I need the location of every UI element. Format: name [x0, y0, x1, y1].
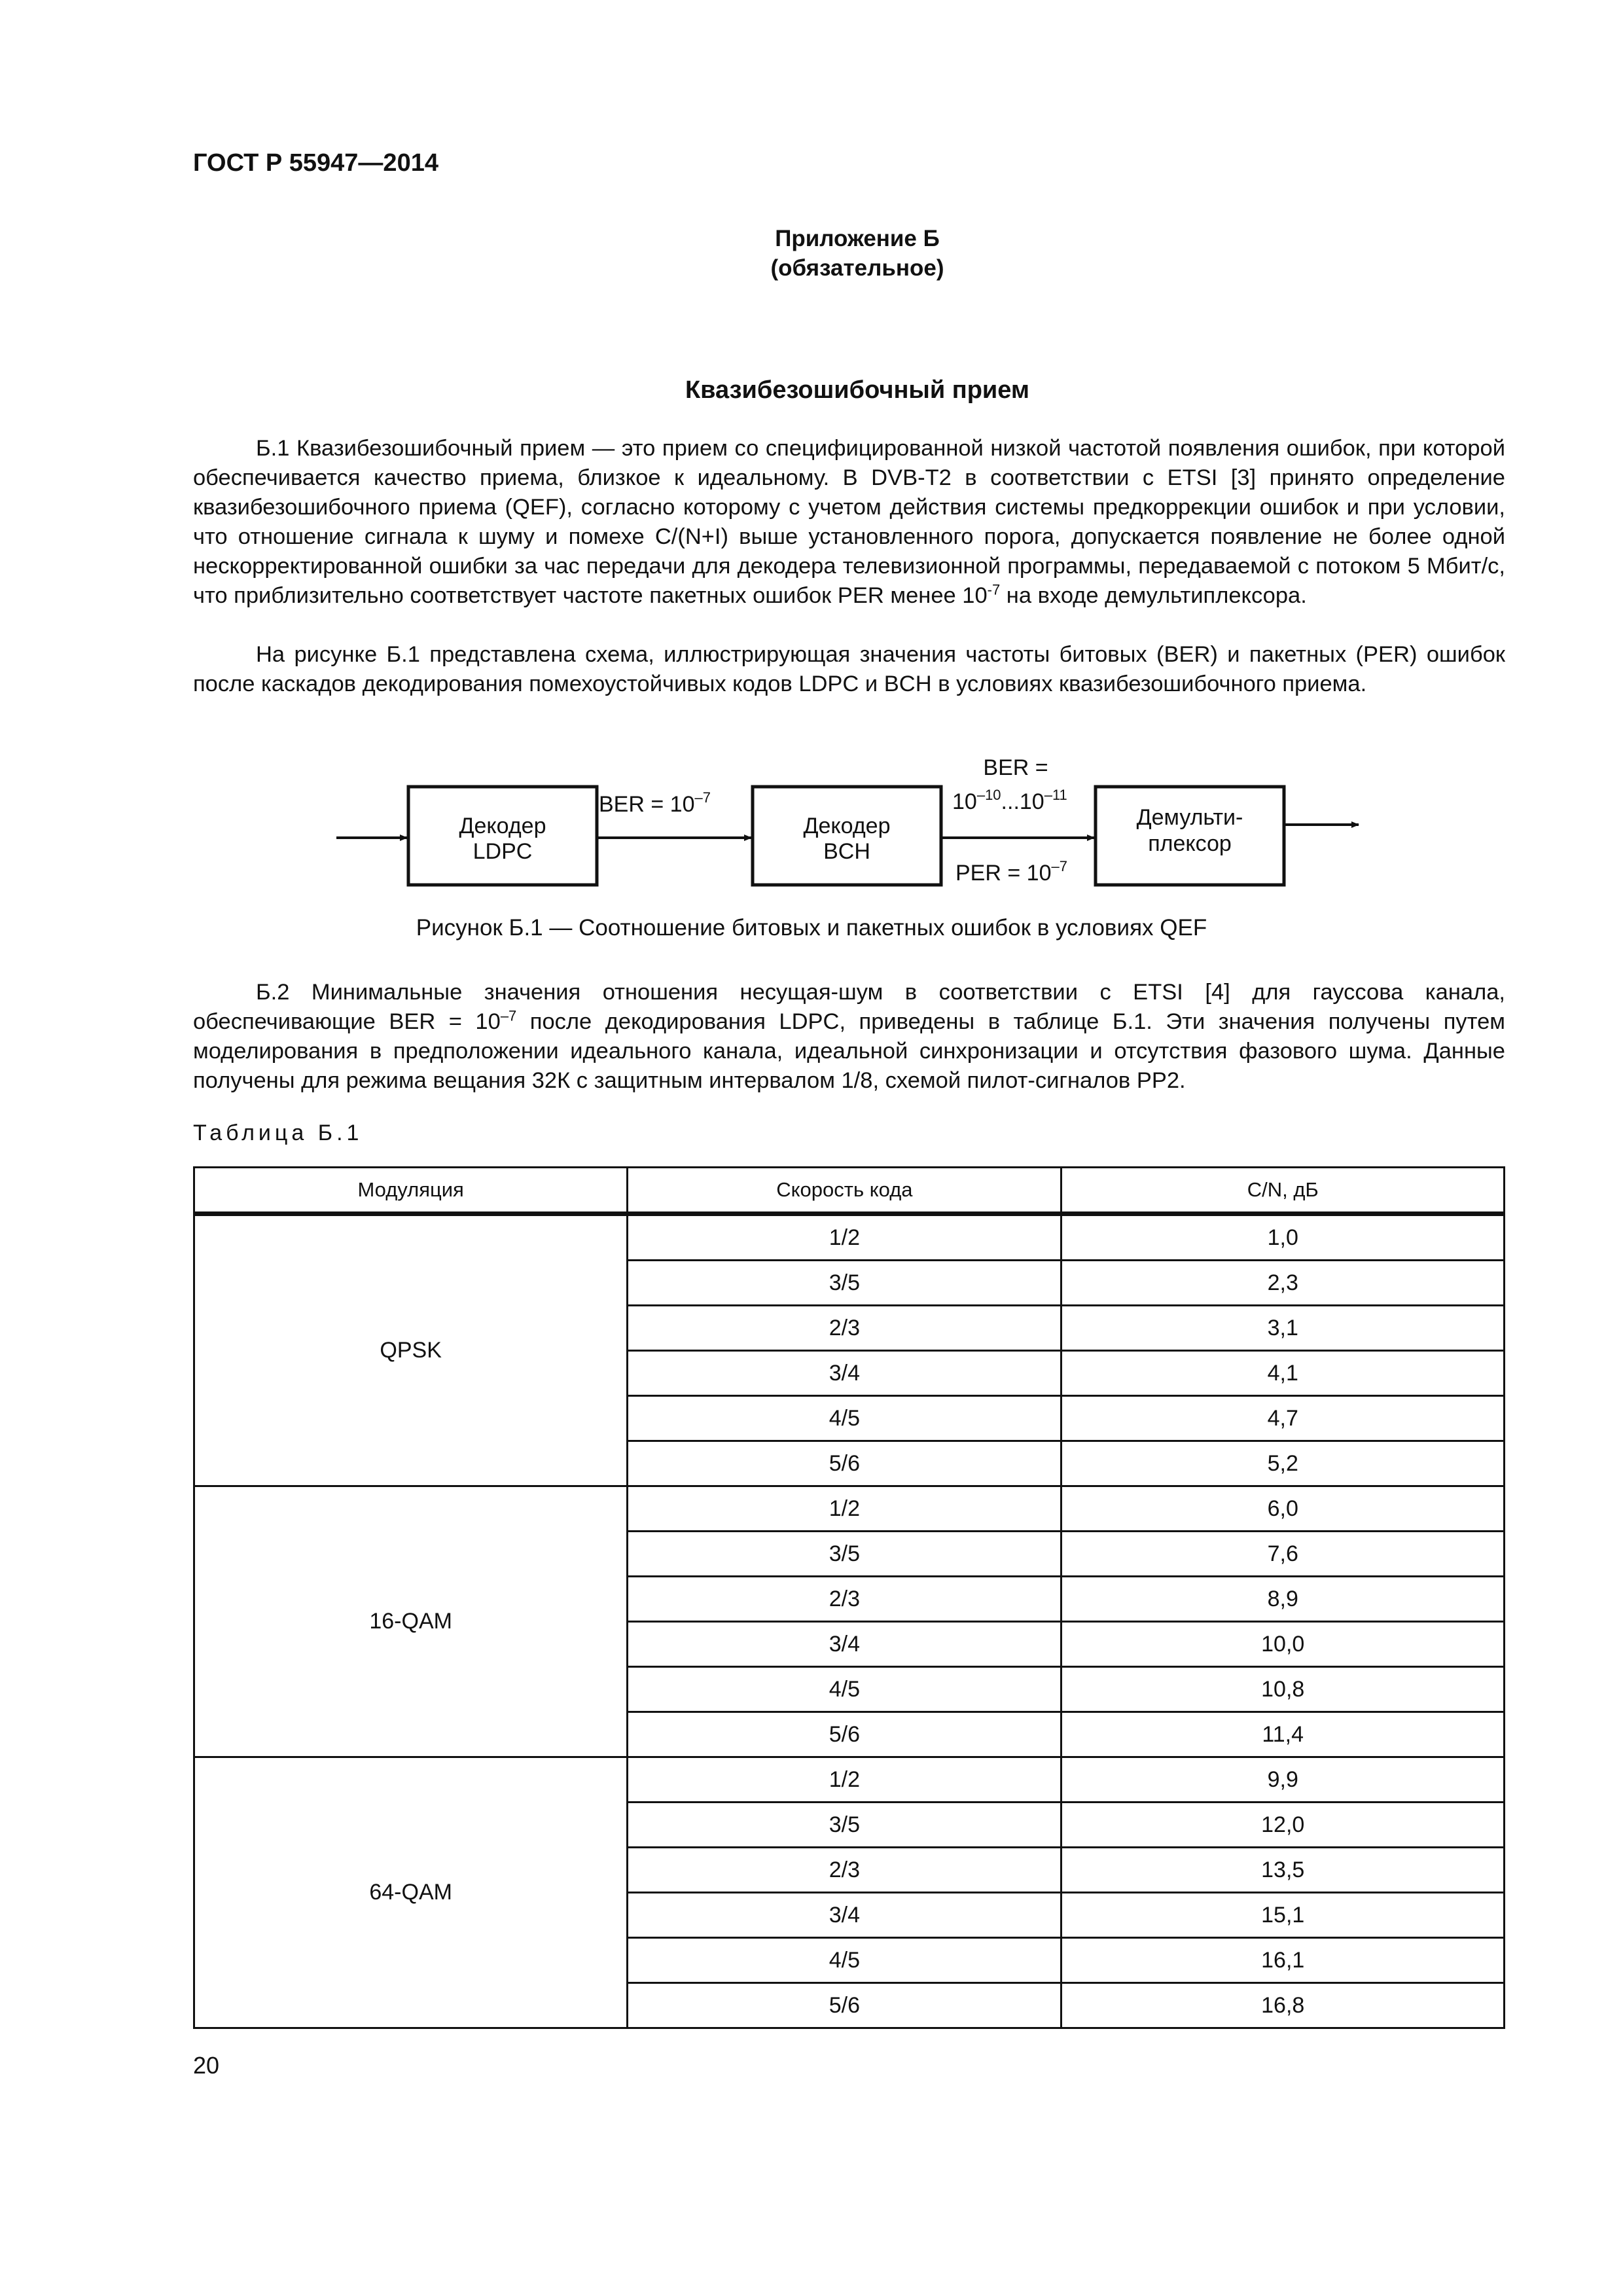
ber-after-ldpc-label: [599, 789, 711, 817]
modulation-cell: 64-QAM: [194, 1757, 628, 2028]
code-rate-cell: 4/5: [628, 1938, 1061, 1983]
paragraph-b2: [193, 978, 1505, 1096]
cn-cell: 13,5: [1061, 1848, 1505, 1893]
per-after-bch-label: [955, 858, 1067, 886]
cn-cell: 10,8: [1061, 1667, 1505, 1712]
modulation-cell: QPSK: [194, 1214, 628, 1486]
per-after-bch-base: PER = 10: [955, 861, 1052, 886]
paragraph-b2-text: Б.2 Минимальные значения отношения несущая-шум в соответствии с ETSI [4] для гауссова канала, обеспечивающие BER = 10: [193, 980, 1505, 1034]
paragraph-b1-exponent: -7: [987, 581, 1001, 598]
demultiplexer-label-line2: плексор: [1148, 831, 1232, 856]
cn-cell: 2,3: [1061, 1261, 1505, 1306]
code-rate-cell: 4/5: [628, 1396, 1061, 1441]
cn-cell: 5,2: [1061, 1441, 1505, 1486]
cn-cell: 3,1: [1061, 1306, 1505, 1351]
ldpc-decoder-label-line1: Декодер: [459, 814, 546, 838]
table-label: Таблица Б.1: [193, 1121, 363, 1145]
cn-cell: 4,7: [1061, 1396, 1505, 1441]
code-rate-cell: 3/4: [628, 1351, 1061, 1396]
bch-decoder-label-line2: BCH: [823, 839, 870, 864]
bch-decoder-label-line1: Декодер: [803, 814, 891, 838]
table-row: [194, 1486, 1505, 1532]
ber-after-ldpc-exponent: –7: [694, 789, 711, 806]
cn-cell: 6,0: [1061, 1486, 1505, 1532]
per-after-bch-exponent: –7: [1051, 858, 1067, 874]
cn-cell: 15,1: [1061, 1893, 1505, 1938]
cn-cell: 7,6: [1061, 1532, 1505, 1577]
paragraph-figure-intro: На рисунке Б.1 представлена схема, иллюстрирующая значения частоты битовых (BER) и пакетных (PER) ошибок после каскадов декодирования помехоустойчивых кодов LDPC и BCH в условиях квазибезошибочного приема.: [193, 642, 1505, 696]
ber-after-bch-label-line2: [952, 787, 1067, 814]
ber-after-bch-label-line1: BER =: [983, 755, 1048, 780]
code-rate-cell: 3/4: [628, 1893, 1061, 1938]
cn-cell: 4,1: [1061, 1351, 1505, 1396]
ber-range-mid: ...10: [1001, 789, 1044, 814]
code-rate-cell: 1/2: [628, 1214, 1061, 1261]
ber-range-exp-a: –10: [976, 787, 1001, 803]
cn-table: [193, 1166, 1505, 2029]
paragraph-b1-tail: на входе демультиплексора.: [1000, 583, 1307, 608]
code-rate-cell: 3/5: [628, 1532, 1061, 1577]
code-rate-cell: 2/3: [628, 1306, 1061, 1351]
header-code-rate: Скорость кода: [628, 1168, 1061, 1214]
code-rate-cell: 2/3: [628, 1577, 1061, 1622]
header-modulation: Модуляция: [194, 1168, 628, 1214]
demultiplexer-label-line1: Демульти-: [1136, 805, 1243, 830]
table-header-row: [194, 1168, 1505, 1214]
page-number: 20: [193, 2052, 220, 2079]
cn-cell: 9,9: [1061, 1757, 1505, 1803]
paragraph-b2-tail: после декодирования LDPC, приведены в таблице Б.1. Эти значения получены путем моделирования в предположении идеального канала, идеальной синхронизации и отсутствия фазового шума. Данные получены для режима вещания 32К с защитным интервалом 1/8, схемой пилот-сигналов PP2.: [193, 1009, 1505, 1093]
modulation-cell: 16-QAM: [194, 1486, 628, 1757]
paragraph-b2-exponent: –7: [500, 1007, 517, 1024]
code-rate-cell: 5/6: [628, 1983, 1061, 2028]
appendix-title: Приложение Б: [775, 226, 940, 251]
code-rate-cell: 1/2: [628, 1486, 1061, 1532]
code-rate-cell: 4/5: [628, 1667, 1061, 1712]
paragraph-b1: [193, 434, 1505, 611]
cn-cell: 10,0: [1061, 1622, 1505, 1667]
cn-cell: 1,0: [1061, 1214, 1505, 1261]
code-rate-cell: 5/6: [628, 1712, 1061, 1757]
ber-range-base-a: 10: [952, 789, 977, 814]
paragraph-b1-text: Б.1 Квазибезошибочный прием — это прием со специфицированной низкой частотой появления ошибок, при которой обеспечивается качество приема, близкое к идеальному. В DVB-T2 в соответствии с ETSI [3] принято определение квазибезошибочного приема (QEF), согласно которому с учетом действия системы предкоррекции ошибок и при условии, что отношение сигнала к шуму и помехе C/(N+I) выше установленного порога, допускается появление не более одной нескорректированной ошибки за час передачи для декодера телевизионной программы, передаваемой с потоком 5 Мбит/с, что приблизительно соответствует частоте пакетных ошибок PER менее 10: [193, 436, 1505, 608]
cn-cell: 11,4: [1061, 1712, 1505, 1757]
code-rate-cell: 1/2: [628, 1757, 1061, 1803]
appendix-status: (обязательное): [770, 255, 944, 281]
code-rate-cell: 2/3: [628, 1848, 1061, 1893]
cn-cell: 16,8: [1061, 1983, 1505, 2028]
ldpc-decoder-label-line2: LDPC: [473, 839, 533, 864]
header-cn: C/N, дБ: [1061, 1168, 1505, 1214]
ber-range-exp-b: –11: [1044, 787, 1067, 803]
code-rate-cell: 5/6: [628, 1441, 1061, 1486]
ber-after-ldpc-base: BER = 10: [599, 792, 695, 817]
code-rate-cell: 3/4: [628, 1622, 1061, 1667]
figure-caption: Рисунок Б.1 — Соотношение битовых и пакетных ошибок в условиях QEF: [416, 915, 1207, 941]
cn-cell: 8,9: [1061, 1577, 1505, 1622]
section-title: Квазибезошибочный прием: [685, 376, 1030, 404]
document-header: ГОСТ Р 55947—2014: [193, 149, 438, 177]
table-row: [194, 1757, 1505, 1803]
code-rate-cell: 3/5: [628, 1803, 1061, 1848]
cn-cell: 12,0: [1061, 1803, 1505, 1848]
code-rate-cell: 3/5: [628, 1261, 1061, 1306]
cn-cell: 16,1: [1061, 1938, 1505, 1983]
qef-diagram: [327, 746, 1374, 897]
table-row: [194, 1214, 1505, 1261]
